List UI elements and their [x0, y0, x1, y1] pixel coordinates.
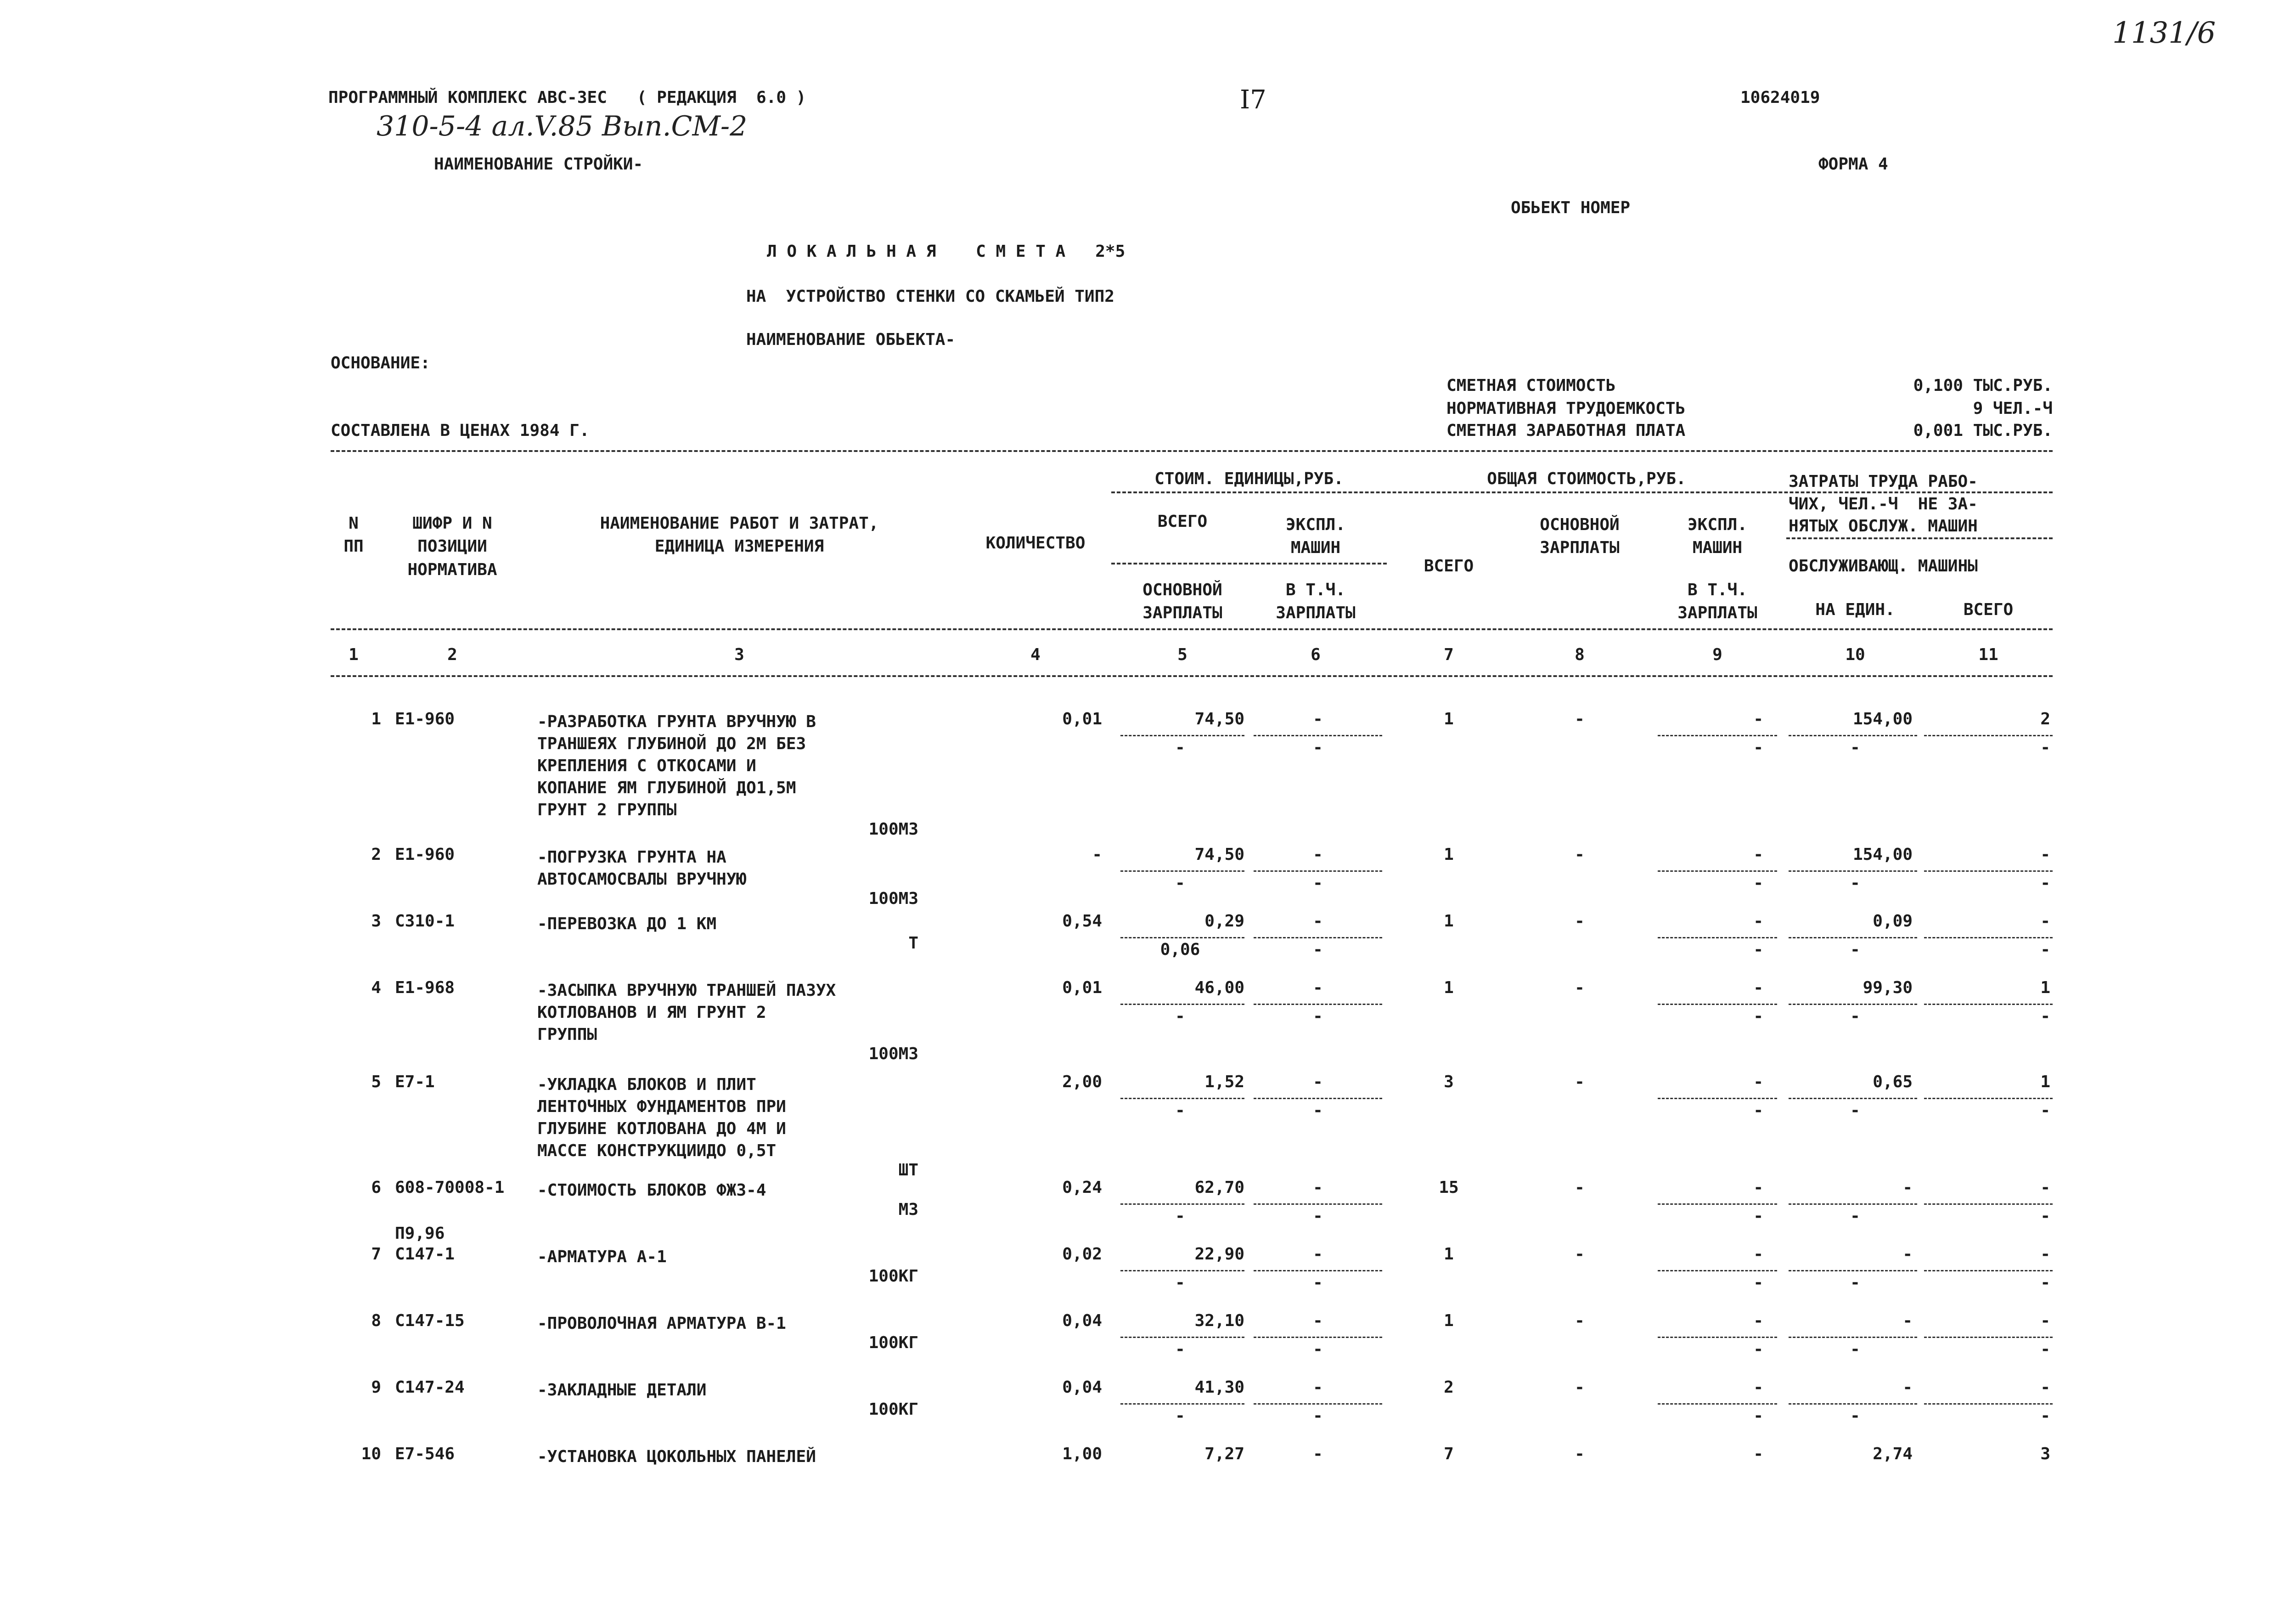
row-unit-total: 74,50: [1194, 710, 1244, 728]
row-name: -УКЛАДКА БЛОКОВ И ПЛИТ ЛЕНТОЧНЫХ ФУНДАМЕНТОВ ПРИ ГЛУБИНЕ КОТЛОВАНА ДО 4М И МАССЕ КОНСТРУКЦИИДО 0,5Т: [537, 1075, 786, 1160]
row-subrule: [1254, 1203, 1382, 1205]
row-total: 7: [1444, 1445, 1454, 1463]
row-total-salary: -: [1575, 1072, 1585, 1091]
row-unit-machines: -: [1313, 1311, 1323, 1330]
row-unit-base-salary: -: [1175, 1207, 1185, 1225]
row-labor-total: -: [2040, 1178, 2050, 1197]
row-subrule: [1789, 1203, 1917, 1205]
row-unit-total: 41,30: [1194, 1378, 1244, 1397]
row-unit-machines: -: [1313, 1178, 1323, 1197]
row-total-salary: -: [1575, 978, 1585, 997]
program-line: ПРОГРАММНЫЙ КОМПЛЕКС АВС-ЗЕС ( РЕДАКЦИЯ 6.0 ): [328, 88, 806, 107]
row-unit-incl-salary: -: [1313, 940, 1323, 959]
row-unit: 100М3: [868, 1044, 918, 1063]
row-subrule: [1789, 1098, 1917, 1099]
unit-total-header: ВСЕГО: [1157, 512, 1208, 531]
row-labor-unit: 0,65: [1873, 1072, 1913, 1091]
row-quantity: 0,01: [1062, 710, 1102, 728]
row-total-machines: -: [1753, 912, 1763, 931]
column-number: 5: [1177, 645, 1187, 664]
row-total-salary: -: [1575, 1311, 1585, 1330]
basis-label: ОСНОВАНИЕ:: [331, 354, 430, 373]
row-number: 2: [371, 845, 381, 864]
row-unit-total: 7,27: [1204, 1445, 1244, 1463]
summary-value-salary: 0,001 ТЫС.РУБ.: [1913, 421, 2053, 440]
row-labor-machines-total: -: [2040, 1340, 2050, 1359]
row-subrule: [1789, 1337, 1917, 1338]
summary-value-cost: 0,100 ТЫС.РУБ.: [1913, 376, 2053, 395]
column-number: 2: [447, 645, 457, 664]
row-subrule: [1120, 1337, 1244, 1338]
row-labor-machines-unit: -: [1850, 1101, 1860, 1120]
row-labor-unit: -: [1902, 1178, 1913, 1197]
row-labor-machines-unit: -: [1850, 738, 1860, 757]
row-unit-incl-salary: -: [1313, 1406, 1323, 1425]
labor-group-header: ЗАТРАТЫ ТРУДА РАБО- ЧИХ, ЧЕЛ.-Ч НЕ ЗА- НЯТЫХ ОБСЛУЖ. МАШИН: [1789, 472, 1978, 536]
row-labor-machines-total: -: [2040, 1101, 2050, 1120]
handwritten-ref: 310-5-4 ал.V.85 Вып.СМ-2: [377, 110, 748, 142]
row-subrule: [1789, 1403, 1917, 1405]
page-subtitle: НА УСТРОЙСТВО СТЕНКИ СО СКАМЬЕЙ ТИП2: [746, 287, 1114, 306]
row-quantity: -: [1092, 845, 1102, 864]
row-total-salary: -: [1575, 1445, 1585, 1463]
row-subrule: [1924, 1004, 2053, 1005]
row-total: 2: [1444, 1378, 1454, 1397]
row-total-machines: -: [1753, 1311, 1763, 1330]
row-quantity: 0,24: [1062, 1178, 1102, 1197]
row-subrule: [1789, 870, 1917, 872]
row-number: 7: [371, 1245, 381, 1264]
unit-base-salary-header: ОСНОВНОЙ ЗАРПЛАТЫ: [1142, 581, 1222, 623]
labor-unit-header: НА ЕДИН.: [1815, 600, 1895, 619]
row-unit-base-salary: -: [1175, 874, 1185, 892]
summary-label-labor: НОРМАТИВНАЯ ТРУДОЕМКОСТЬ: [1446, 399, 1686, 418]
row-subrule: [1120, 1203, 1244, 1205]
row-subrule: [1120, 1403, 1244, 1405]
row-labor-machines-total: -: [2040, 874, 2050, 892]
row-unit-machines: -: [1313, 912, 1323, 931]
row-subrule: [1789, 735, 1917, 736]
row-unit-total: 1,52: [1204, 1072, 1244, 1091]
row-labor-total: -: [2040, 912, 2050, 931]
row-labor-total: 2: [2040, 710, 2050, 728]
column-number: 6: [1311, 645, 1321, 664]
row-name: -ПРОВОЛОЧНАЯ АРМАТУРА В-1: [537, 1314, 786, 1333]
row-labor-machines-unit: -: [1850, 1340, 1860, 1359]
row-subrule: [1658, 1337, 1777, 1338]
row-labor-total: -: [2040, 845, 2050, 864]
row-unit-base-salary: 0,06: [1160, 940, 1200, 959]
column-number-rule: [331, 675, 2053, 677]
row-subrule: [1658, 937, 1777, 938]
row-subrule: [1924, 1403, 2053, 1405]
header-rule-bottom: [331, 628, 2053, 630]
column-number: 1: [349, 645, 359, 664]
row-total-machines: -: [1753, 1378, 1763, 1397]
total-base-salary-header: ОСНОВНОЙ ЗАРПЛАТЫ: [1540, 515, 1620, 558]
row-labor-total: 3: [2040, 1445, 2050, 1463]
row-quantity: 0,01: [1062, 978, 1102, 997]
object-number: ОБЬЕКТ НОМЕР: [1511, 198, 1631, 217]
row-labor-total: 1: [2040, 978, 2050, 997]
page-number: I7: [1240, 85, 1266, 115]
row-subrule: [1120, 870, 1244, 872]
labor-total-header: ВСЕГО: [1963, 600, 2014, 619]
row-subrule: [1254, 1098, 1382, 1099]
row-subrule: [1120, 1004, 1244, 1005]
row-subrule: [1924, 870, 2053, 872]
object-name: НАИМЕНОВАНИЕ ОБЬЕКТА-: [746, 330, 956, 349]
doc-code: 10624019: [1740, 88, 1820, 107]
row-subrule: [1120, 735, 1244, 736]
row-code: С147-15: [395, 1311, 465, 1330]
column-number: 8: [1575, 645, 1585, 664]
row-total-incl-salary: -: [1753, 1007, 1763, 1026]
row-number: 5: [371, 1072, 381, 1091]
form-label: ФОРМА 4: [1818, 155, 1888, 174]
row-total-salary: -: [1575, 845, 1585, 864]
row-total-incl-salary: -: [1753, 1273, 1763, 1292]
row-labor-total: -: [2040, 1245, 2050, 1264]
row-subrule: [1254, 735, 1382, 736]
row-total-incl-salary: -: [1753, 1406, 1763, 1425]
row-code: С147-1: [395, 1245, 455, 1264]
row-subrule: [1658, 1203, 1777, 1205]
unit-machines-header: ЭКСПЛ. МАШИН: [1285, 515, 1346, 558]
row-total-salary: -: [1575, 1178, 1585, 1197]
row-labor-machines-unit: -: [1850, 874, 1860, 892]
row-subrule: [1254, 1004, 1382, 1005]
row-quantity: 0,02: [1062, 1245, 1102, 1264]
row-number: 6: [371, 1178, 381, 1197]
row-subrule: [1924, 1098, 2053, 1099]
row-labor-total: -: [2040, 1378, 2050, 1397]
row-total-machines: -: [1753, 1445, 1763, 1463]
row-total-incl-salary: -: [1753, 1101, 1763, 1120]
row-unit-machines: -: [1313, 1245, 1323, 1264]
summary-value-labor: 9 ЧЕЛ.-Ч: [1973, 399, 2053, 418]
row-total: 1: [1444, 1245, 1454, 1264]
row-labor-machines-total: -: [2040, 1273, 2050, 1292]
row-total: 1: [1444, 845, 1454, 864]
row-unit-incl-salary: -: [1313, 1101, 1323, 1120]
row-unit-total: 74,50: [1194, 845, 1244, 864]
row-unit: 100КГ: [868, 1333, 918, 1352]
row-name: -ЗАКЛАДНЫЕ ДЕТАЛИ: [537, 1381, 707, 1400]
row-subrule: [1924, 735, 2053, 736]
prices-note: СОСТАВЛЕНА В ЦЕНАХ 1984 Г.: [331, 421, 590, 440]
site-label: НАИМЕНОВАНИЕ СТРОЙКИ-: [434, 155, 643, 174]
summary-label-salary: СМЕТНАЯ ЗАРАБОТНАЯ ПЛАТА: [1446, 421, 1686, 440]
row-unit: 100КГ: [868, 1267, 918, 1286]
row-number: 9: [371, 1378, 381, 1397]
labor-machines-header: ОБСЛУЖИВАЮЩ. МАШИНЫ: [1789, 557, 1978, 576]
row-labor-machines-total: -: [2040, 1207, 2050, 1225]
row-name: -ПЕРЕВОЗКА ДО 1 КМ: [537, 914, 717, 933]
row-subrule: [1658, 1403, 1777, 1405]
row-labor-unit: 99,30: [1863, 978, 1913, 997]
row-name: -ЗАСЫПКА ВРУЧНУЮ ТРАНШЕЙ ПАЗУХ КОТЛОВАНОВ И ЯМ ГРУНТ 2 ГРУППЫ: [537, 981, 836, 1044]
row-subrule: [1254, 1337, 1382, 1338]
row-total-incl-salary: -: [1753, 874, 1763, 892]
row-total-salary: -: [1575, 912, 1585, 931]
row-unit-machines: -: [1313, 1445, 1323, 1463]
row-total-incl-salary: -: [1753, 940, 1763, 959]
col-name-header: НАИМЕНОВАНИЕ РАБОТ И ЗАТРАТ, ЕДИНИЦА ИЗМЕРЕНИЯ: [600, 514, 879, 556]
row-unit: Т: [908, 934, 918, 953]
col-code-header: ШИФР И N ПОЗИЦИИ НОРМАТИВА: [407, 514, 497, 579]
row-subrule: [1789, 1270, 1917, 1271]
row-total-machines: -: [1753, 1245, 1763, 1264]
row-quantity: 0,04: [1062, 1311, 1102, 1330]
row-code: Е7-546: [395, 1445, 455, 1463]
row-subrule: [1658, 1270, 1777, 1271]
row-unit-total: 46,00: [1194, 978, 1244, 997]
row-unit-total: 0,29: [1204, 912, 1244, 931]
row-total: 1: [1444, 1311, 1454, 1330]
row-unit-base-salary: -: [1175, 738, 1185, 757]
row-unit-base-salary: -: [1175, 1340, 1185, 1359]
row-code: 608-70008-1: [395, 1178, 505, 1197]
row-unit-base-salary: -: [1175, 1101, 1185, 1120]
row-code: С147-24: [395, 1378, 465, 1397]
row-code: Е1-968: [395, 978, 455, 997]
row-subrule: [1254, 1270, 1382, 1271]
row-extra-note: П9,96: [395, 1224, 445, 1243]
row-unit: 100КГ: [868, 1400, 918, 1419]
page-title: Л О К А Л Ь Н А Я С М Е Т А 2*5: [767, 242, 1125, 261]
row-subrule: [1924, 937, 2053, 938]
row-code: Е7-1: [395, 1072, 435, 1091]
row-code: Е1-960: [395, 845, 455, 864]
unit-cost-group-header: СТОИМ. ЕДИНИЦЫ,РУБ.: [1154, 469, 1344, 488]
row-labor-machines-unit: -: [1850, 1007, 1860, 1026]
row-labor-total: -: [2040, 1311, 2050, 1330]
row-total-incl-salary: -: [1753, 738, 1763, 757]
row-subrule: [1658, 870, 1777, 872]
row-subrule: [1658, 735, 1777, 736]
row-total-salary: -: [1575, 1245, 1585, 1264]
column-number: 10: [1845, 645, 1865, 664]
row-total: 15: [1439, 1178, 1459, 1197]
row-subrule: [1658, 1004, 1777, 1005]
row-name: -СТОИМОСТЬ БЛОКОВ ФЖ3-4: [537, 1181, 766, 1200]
total-all-header: ВСЕГО: [1424, 557, 1474, 576]
row-labor-unit: 2,74: [1873, 1445, 1913, 1463]
row-labor-machines-total: -: [2040, 1007, 2050, 1026]
column-number: 4: [1030, 645, 1041, 664]
row-name: -РАЗРАБОТКА ГРУНТА ВРУЧНУЮ В ТРАНШЕЯХ ГЛУБИНОЙ ДО 2М БЕЗ КРЕПЛЕНИЯ С ОТКОСАМИ И КОПАНИЕ ЯМ ГЛУБИНОЙ ДО1,5М ГРУНТ 2 ГРУППЫ: [537, 712, 816, 819]
row-labor-machines-total: -: [2040, 940, 2050, 959]
row-unit-incl-salary: -: [1313, 1273, 1323, 1292]
row-subrule: [1254, 1403, 1382, 1405]
row-code: С310-1: [395, 912, 455, 931]
row-name: -ПОГРУЗКА ГРУНТА НА АВТОСАМОСВАЛЫ ВРУЧНУЮ: [537, 848, 747, 889]
total-incl-header: В Т.Ч. ЗАРПЛАТЫ: [1677, 581, 1757, 623]
row-unit-base-salary: -: [1175, 1007, 1185, 1026]
row-unit-base-salary: -: [1175, 1406, 1185, 1425]
row-unit-incl-salary: -: [1313, 1207, 1323, 1225]
row-subrule: [1120, 937, 1244, 938]
col-n-header: N ПП: [343, 514, 364, 556]
row-quantity: 0,04: [1062, 1378, 1102, 1397]
header-rule-unit-sub: [1111, 563, 1387, 564]
row-subrule: [1789, 937, 1917, 938]
row-code: Е1-960: [395, 710, 455, 728]
column-number: 9: [1712, 645, 1722, 664]
row-labor-machines-unit: -: [1850, 1273, 1860, 1292]
row-subrule: [1254, 870, 1382, 872]
row-labor-unit: -: [1902, 1311, 1913, 1330]
row-labor-total: 1: [2040, 1072, 2050, 1091]
row-total-machines: -: [1753, 710, 1763, 728]
row-total-machines: -: [1753, 845, 1763, 864]
column-number: 7: [1444, 645, 1454, 664]
row-labor-unit: 154,00: [1852, 710, 1913, 728]
row-unit: ШТ: [898, 1161, 918, 1180]
row-quantity: 0,54: [1062, 912, 1102, 931]
row-quantity: 2,00: [1062, 1072, 1102, 1091]
row-labor-unit: -: [1902, 1245, 1913, 1264]
row-unit-machines: -: [1313, 978, 1323, 997]
row-number: 1: [371, 710, 381, 728]
header-rule-top: [331, 450, 2053, 452]
row-total-machines: -: [1753, 1072, 1763, 1091]
row-unit-machines: -: [1313, 845, 1323, 864]
row-unit-total: 32,10: [1194, 1311, 1244, 1330]
row-total: 1: [1444, 710, 1454, 728]
row-total: 3: [1444, 1072, 1454, 1091]
row-unit-incl-salary: -: [1313, 1007, 1323, 1026]
total-cost-group-header: ОБЩАЯ СТОИМОСТЬ,РУБ.: [1487, 469, 1686, 488]
row-number: 10: [361, 1445, 381, 1463]
row-subrule: [1924, 1337, 2053, 1338]
row-total: 1: [1444, 912, 1454, 931]
row-total-machines: -: [1753, 978, 1763, 997]
row-unit-incl-salary: -: [1313, 738, 1323, 757]
row-unit-total: 22,90: [1194, 1245, 1244, 1264]
row-subrule: [1658, 1098, 1777, 1099]
row-labor-machines-unit: -: [1850, 1406, 1860, 1425]
row-labor-machines-unit: -: [1850, 940, 1860, 959]
row-quantity: 1,00: [1062, 1445, 1102, 1463]
row-unit-machines: -: [1313, 1378, 1323, 1397]
column-number: 11: [1978, 645, 1998, 664]
row-unit-base-salary: -: [1175, 1273, 1185, 1292]
col-qty-header: КОЛИЧЕСТВО: [985, 534, 1086, 553]
total-machines-header: ЭКСПЛ. МАШИН: [1687, 515, 1748, 558]
row-unit-machines: -: [1313, 1072, 1323, 1091]
corner-mark: 1131/6: [2112, 16, 2216, 50]
row-total-salary: -: [1575, 1378, 1585, 1397]
row-total-salary: -: [1575, 710, 1585, 728]
row-number: 8: [371, 1311, 381, 1330]
row-subrule: [1120, 1270, 1244, 1271]
row-name: -УСТАНОВКА ЦОКОЛЬНЫХ ПАНЕЛЕЙ: [537, 1447, 816, 1466]
row-total-incl-salary: -: [1753, 1340, 1763, 1359]
row-labor-machines-unit: -: [1850, 1207, 1860, 1225]
row-unit-total: 62,70: [1194, 1178, 1244, 1197]
row-number: 4: [371, 978, 381, 997]
row-unit-machines: -: [1313, 710, 1323, 728]
row-total-incl-salary: -: [1753, 1207, 1763, 1225]
row-total: 1: [1444, 978, 1454, 997]
row-subrule: [1120, 1098, 1244, 1099]
row-unit-incl-salary: -: [1313, 1340, 1323, 1359]
row-unit: 100М3: [868, 889, 918, 908]
row-total-machines: -: [1753, 1178, 1763, 1197]
unit-incl-salary-header: В Т.Ч. ЗАРПЛАТЫ: [1276, 581, 1356, 623]
row-subrule: [1924, 1203, 2053, 1205]
row-name: -АРМАТУРА А-1: [537, 1247, 667, 1266]
row-subrule: [1924, 1270, 2053, 1271]
row-subrule: [1789, 1004, 1917, 1005]
row-unit: 100М3: [868, 820, 918, 839]
summary-label-cost: СМЕТНАЯ СТОИМОСТЬ: [1446, 376, 1616, 395]
row-labor-machines-total: -: [2040, 738, 2050, 757]
row-labor-machines-total: -: [2040, 1406, 2050, 1425]
row-labor-unit: 154,00: [1852, 845, 1913, 864]
row-subrule: [1254, 937, 1382, 938]
row-number: 3: [371, 912, 381, 931]
row-labor-unit: 0,09: [1873, 912, 1913, 931]
column-number: 3: [734, 645, 744, 664]
row-labor-unit: -: [1902, 1378, 1913, 1397]
row-unit-incl-salary: -: [1313, 874, 1323, 892]
row-unit: М3: [898, 1200, 918, 1219]
